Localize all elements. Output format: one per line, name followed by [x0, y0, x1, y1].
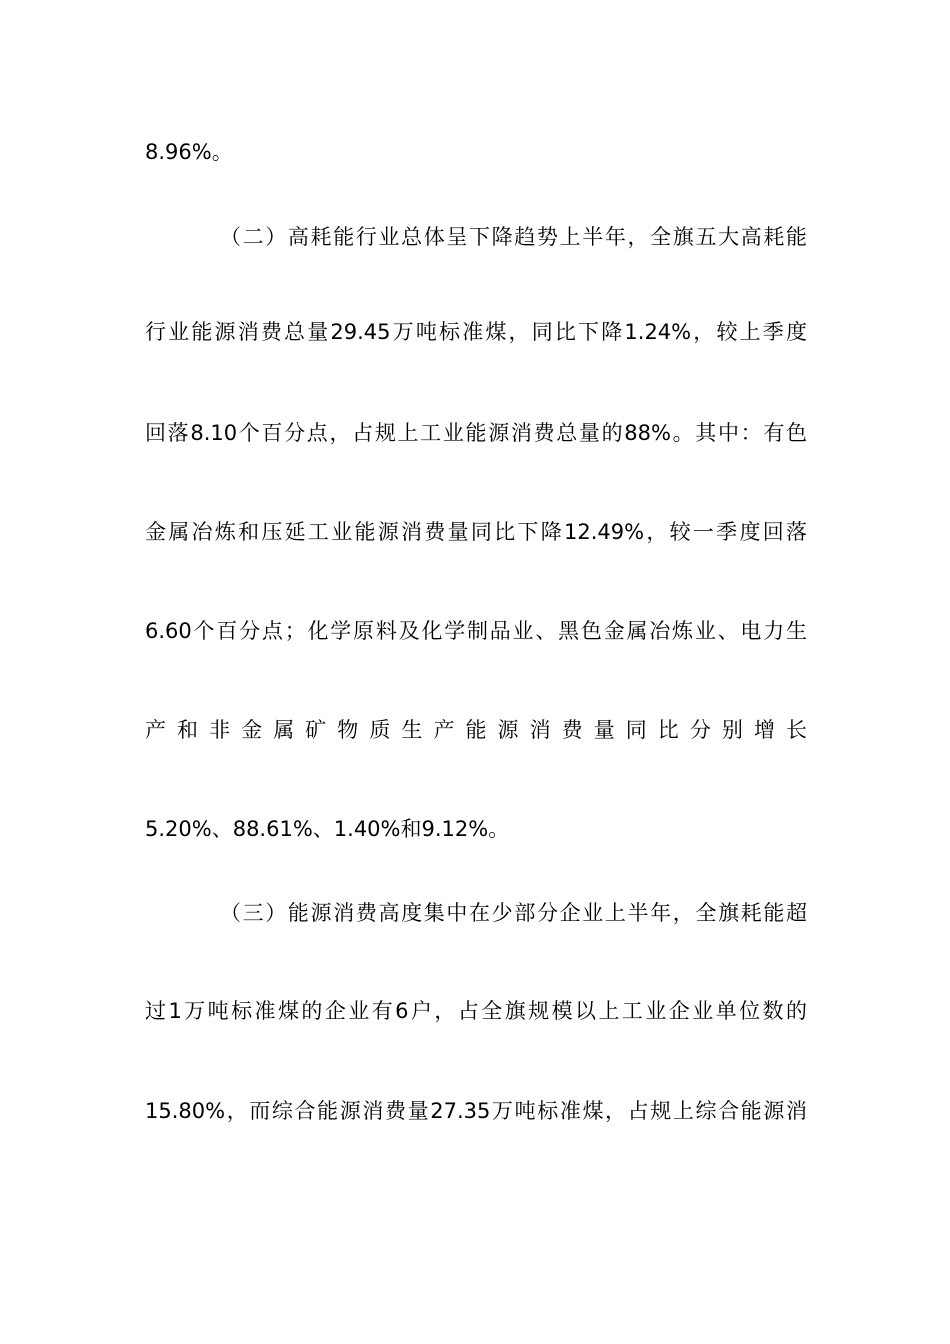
paragraph-line: 15.80%，而综合能源消费量27.35万吨标准煤，占规上综合能源消 — [145, 1099, 807, 1123]
paragraph-line: 回落8.10个百分点，占规上工业能源消费总量的88%。其中：有色 — [145, 421, 807, 445]
section-heading-line: （二）高耗能行业总体呈下降趋势上半年，全旗五大高耗能 — [220, 225, 807, 249]
paragraph-line: 过1万吨标准煤的企业有6户，占全旗规模以上工业企业单位数的 — [145, 999, 807, 1023]
paragraph-line: 5.20%、88.61%、1.40%和9.12%。 — [145, 817, 510, 841]
paragraph-line: 金属冶炼和压延工业能源消费量同比下降12.49%，较一季度回落 — [145, 520, 807, 544]
paragraph-line: 6.60个百分点；化学原料及化学制品业、黑色金属冶炼业、电力生 — [145, 619, 807, 643]
paragraph-line: 产 和 非 金 属 矿 物 质 生 产 能 源 消 费 量 同 比 分 别 增 长 — [145, 718, 807, 742]
paragraph-line: 8.96%。 — [145, 140, 233, 164]
paragraph-line: 行业能源消费总量29.45万吨标准煤，同比下降1.24%，较上季度 — [145, 320, 807, 344]
section-heading-line: （三）能源消费高度集中在少部分企业上半年，全旗耗能超 — [220, 901, 807, 925]
